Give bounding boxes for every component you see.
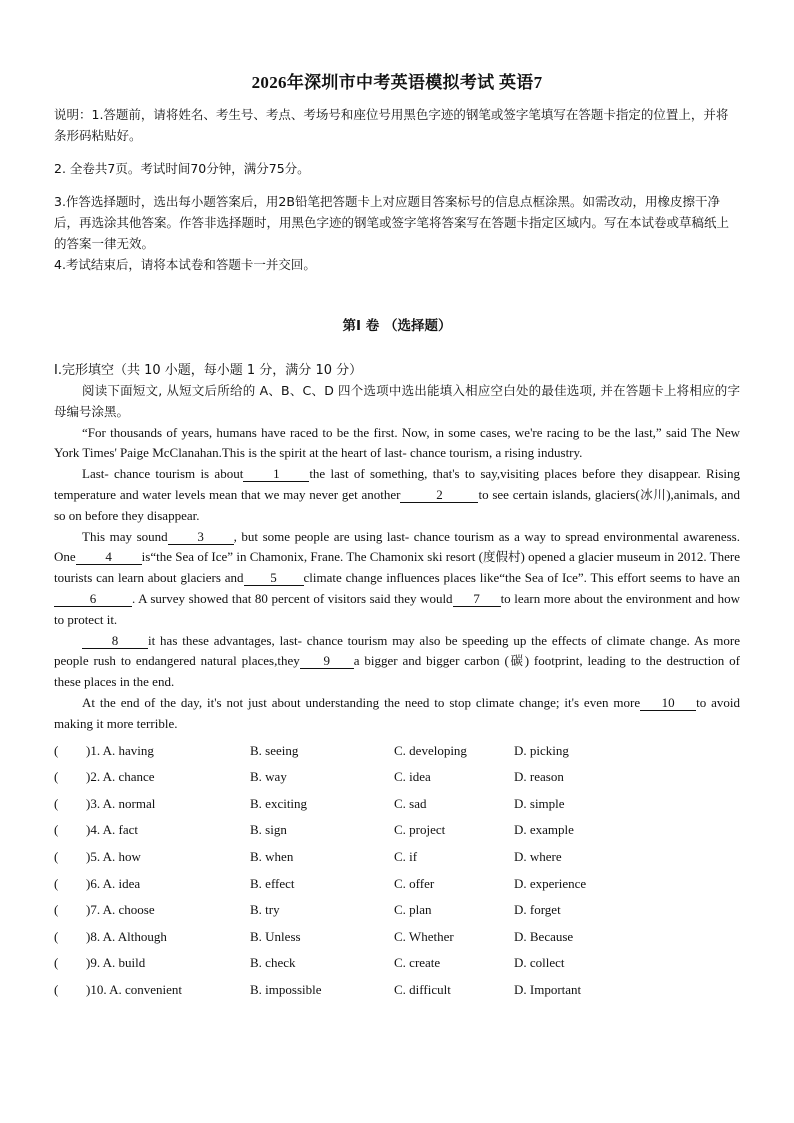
option-a: )4. A. fact bbox=[86, 822, 138, 838]
option-row bbox=[54, 822, 740, 849]
blank-9: 9 bbox=[300, 653, 354, 669]
option-b: B. Unless bbox=[250, 928, 301, 944]
passage-text: to avoid making it more terrible. bbox=[54, 694, 740, 731]
passage-text: a bigger and bigger carbon ( bbox=[353, 653, 509, 669]
option-c: C. Whether bbox=[394, 928, 454, 944]
gloss-glacier: 冰川 bbox=[639, 486, 667, 502]
option-c: C. idea bbox=[394, 769, 431, 785]
passage-text: climate change influences places like“the Sea of Ice”. This effort seems to have an bbox=[303, 570, 740, 586]
exam-title: 2026年深圳市中考英语模拟考试 英语7 bbox=[251, 73, 543, 92]
answer-paren: ( bbox=[54, 875, 59, 891]
option-c: C. project bbox=[394, 822, 446, 838]
option-d: D. Important bbox=[514, 981, 582, 997]
option-row bbox=[54, 876, 740, 903]
option-row bbox=[54, 955, 740, 982]
option-row bbox=[54, 743, 740, 770]
blank-7: 7 bbox=[453, 591, 501, 607]
passage-text: At the end of the day, it's not just about understanding the need to stop climate change; it's even more bbox=[82, 694, 641, 710]
instruction-4: 4.考试结束后，请将本试卷和答题卡一并交回。 bbox=[54, 257, 316, 272]
exam-page bbox=[54, 0, 740, 1008]
passage-text: , but some people are using last- chance tourism as a way to spread environmental awareness. One bbox=[54, 528, 740, 565]
option-c: C. offer bbox=[394, 875, 435, 891]
option-row bbox=[54, 769, 740, 796]
option-row bbox=[54, 902, 740, 929]
option-d: D. example bbox=[514, 822, 574, 838]
option-d: D. forget bbox=[514, 902, 561, 918]
blank-6: 6 bbox=[54, 591, 132, 607]
answer-paren: ( bbox=[54, 955, 59, 971]
option-b: B. check bbox=[250, 955, 296, 971]
gloss-carbon: 碳 bbox=[508, 653, 525, 669]
passage-text: the last of something, that's to say,visiting places before they disappear. Rising temperature and water levels mean that we may never get another bbox=[54, 466, 740, 502]
answer-paren: ( bbox=[54, 822, 59, 838]
option-d: D. simple bbox=[514, 795, 565, 811]
passage-paragraph-1 bbox=[54, 423, 740, 465]
answer-paren: ( bbox=[54, 902, 59, 918]
passage-text: is“the Sea of Ice” in Chamonix, Frane. The Chamonix ski resort ( bbox=[141, 549, 483, 565]
option-row bbox=[54, 849, 740, 876]
passage-paragraph-2 bbox=[54, 464, 740, 526]
passage-text: ) footprint, leading to the destruction of these places in the end. bbox=[54, 653, 740, 690]
option-d: D. picking bbox=[514, 742, 569, 758]
passage-text: This may sound bbox=[82, 528, 168, 544]
option-c: C. developing bbox=[394, 742, 467, 758]
option-d: D. experience bbox=[514, 875, 587, 891]
option-d: D. collect bbox=[514, 955, 565, 971]
passage-paragraph-4 bbox=[54, 631, 740, 693]
instructions bbox=[54, 104, 740, 275]
blank-10: 10 bbox=[640, 695, 696, 711]
option-row bbox=[54, 982, 740, 1009]
option-c: C. create bbox=[394, 955, 441, 971]
option-b: B. seeing bbox=[250, 742, 299, 758]
passage-paragraph-5 bbox=[54, 693, 740, 735]
option-b: B. way bbox=[250, 769, 287, 785]
answer-paren: ( bbox=[54, 795, 59, 811]
instruction-3: 3.作答选择题时，选出每小题答案后，用2B铅笔把答题卡上对应题目答案标号的信息点框涂黑。如需改动，用橡皮擦干净后，再选涂其他答案。作答非选择题时，用黑色字迹的钢笔或签字笔将答案写在答题卡指定区域内。写在本试卷或草稿纸上的答案一律无效。 bbox=[54, 194, 730, 251]
option-a: )9. A. build bbox=[86, 955, 146, 971]
option-b: B. effect bbox=[250, 875, 295, 891]
instruction-2: 2. 全卷共7页。考试时间70分钟，满分75分。 bbox=[54, 161, 310, 176]
option-c: C. if bbox=[394, 848, 418, 864]
option-d: D. reason bbox=[514, 769, 564, 785]
option-a: )6. A. idea bbox=[86, 875, 141, 891]
option-c: C. sad bbox=[394, 795, 427, 811]
option-a: )7. A. choose bbox=[86, 902, 155, 918]
answer-paren: ( bbox=[54, 848, 59, 864]
answer-paren: ( bbox=[54, 981, 59, 997]
answer-paren: ( bbox=[54, 769, 59, 785]
passage-text: it has these advantages, last- chance tourism may also be speeding up the effects of climate change. As more people rush to endangered natural places,they bbox=[54, 632, 740, 669]
option-b: B. impossible bbox=[250, 981, 322, 997]
option-a: )8. A. Although bbox=[86, 928, 167, 944]
option-a: )5. A. how bbox=[86, 848, 141, 864]
instruction-1: 说明：1.答题前，请将姓名、考生号、考点、考场号和座位号用黑色字迹的钢笔或签字笔填写在答题卡指定的位置上，并将条形码粘贴好。 bbox=[54, 107, 729, 143]
options-list bbox=[54, 743, 740, 1009]
blank-2: 2 bbox=[400, 487, 478, 503]
part-heading: Ⅰ.完形填空（共 10 小题，每小题 1 分，满分 10 分） bbox=[54, 363, 363, 378]
option-b: B. try bbox=[250, 902, 280, 918]
option-a: )3. A. normal bbox=[86, 795, 156, 811]
passage-text: “For thousands of years, humans have raced to be the first. Now, in some cases, we're racing to be the last,” said The New York Times' Paige McClanahan.This is the spirit at the heart of last- chance tourism, a rising industry. bbox=[54, 424, 740, 461]
option-c: C. difficult bbox=[394, 981, 451, 997]
section-title: 第Ⅰ 卷 （选择题） bbox=[342, 318, 452, 334]
answer-paren: ( bbox=[54, 928, 59, 944]
blank-1: 1 bbox=[243, 466, 309, 482]
option-a: )10. A. convenient bbox=[86, 981, 183, 997]
blank-5: 5 bbox=[244, 570, 304, 586]
option-b: B. exciting bbox=[250, 795, 308, 811]
option-row bbox=[54, 796, 740, 823]
option-d: D. where bbox=[514, 848, 562, 864]
option-a: )2. A. chance bbox=[86, 769, 155, 785]
option-a: )1. A. having bbox=[86, 742, 154, 758]
blank-8: 8 bbox=[82, 633, 148, 649]
passage-text: . A survey showed that 80 percent of visitors said they would bbox=[132, 590, 453, 606]
gloss-resort: 度假村 bbox=[482, 549, 521, 565]
option-b: B. sign bbox=[250, 822, 287, 838]
option-d: D. Because bbox=[514, 928, 574, 944]
cloze-passage bbox=[54, 423, 740, 735]
option-b: B. when bbox=[250, 848, 294, 864]
blank-4: 4 bbox=[76, 549, 142, 565]
option-row bbox=[54, 929, 740, 956]
option-c: C. plan bbox=[394, 902, 432, 918]
passage-text: ),animals, and so on before they disappear. bbox=[54, 486, 740, 523]
answer-paren: ( bbox=[54, 742, 59, 758]
directions: 阅读下面短文, 从短文后所给的 A、B、C、D 四个选项中选出能填入相应空白处的最佳选项, 并在答题卡上将相应的字母编号涂黑。 bbox=[54, 383, 740, 419]
passage-text: Last- chance tourism is about bbox=[82, 466, 244, 482]
passage-paragraph-3 bbox=[54, 527, 740, 631]
passage-text: to see certain islands, glaciers( bbox=[478, 486, 640, 502]
passage-text: ) opened a glacier museum in 2012. There tourists can learn about glaciers and bbox=[54, 549, 740, 586]
passage-text: to learn more about the environment and how to protect it. bbox=[54, 590, 740, 627]
blank-3: 3 bbox=[168, 529, 234, 545]
